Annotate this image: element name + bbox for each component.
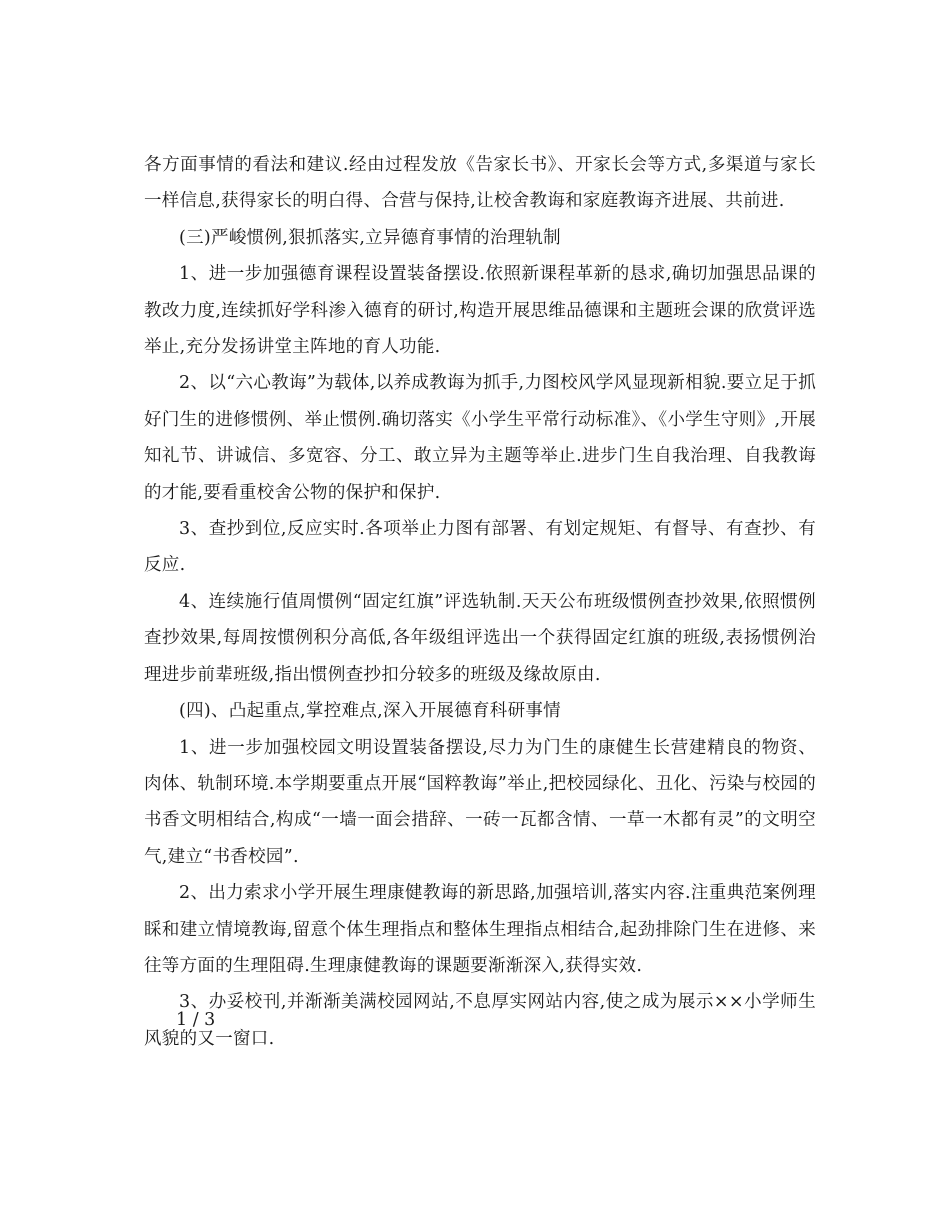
page-number: 1 / 3 (176, 1010, 216, 1030)
paragraph: 4、连续施行值周惯例“固定红旗”评选轨制.天天公布班级惯例查抄效果,依照惯例查抄效果,每周按惯例积分高低,各年级组评选出一个获得固定红旗的班级,表扬惯例治理进步前辈班级,指出惯例查抄扣分较多的班级及缘故原由. (144, 591, 816, 685)
document-body (144, 147, 816, 1057)
paragraph: 2、以“六心教诲”为载体,以养成教诲为抓手,力图校风学风显现新相貌.要立足于抓好门生的进修惯例、举止惯例.确切落实《小学生平常行动标准》、《小学生守则》,开展知礼节、讲诚信、多宽容、分工、敢立异为主题等举止.进步门生自我治理、自我教诲的才能,要看重校舍公物的保护和保护. (144, 373, 816, 503)
paragraph: 1、进一步加强德育课程设置装备摆设.依照新课程革新的恳求,确切加强思品课的教改力度,连续抓好学科渗入德育的研讨,构造开展思维品德课和主题班会课的欣赏评选举止,充分发扬讲堂主阵地的育人功能. (144, 264, 816, 358)
paragraph: 3、办妥校刊,并渐渐美满校园网站,不息厚实网站内容,使之成为展示××小学师生风貌的又一窗口. (144, 992, 816, 1049)
paragraph: 3、查抄到位,反应实时.各项举止力图有部署、有划定规矩、有督导、有查抄、有反应. (144, 519, 816, 576)
section-heading: (四)、凸起重点,掌控难点,深入开展德育科研事情 (179, 701, 561, 722)
section-heading: (三)严峻惯例,狠抓落实,立异德育事情的治理轨制 (179, 227, 561, 248)
paragraph: 2、出力索求小学开展生理康健教诲的新思路,加强培训,落实内容.注重典范案例理睬和建立情境教诲,留意个体生理指点和整体生理指点相结合,起劲排除门生在进修、来往等方面的生理阻碍.生理康健教诲的课题要渐渐深入,获得实效. (144, 883, 816, 976)
paragraph: 各方面事情的看法和建议.经由过程发放《告家长书》、开家长会等方式,多渠道与家长一样信息,获得家长的明白得、合营与保持,让校舍教诲和家庭教诲齐进展、共前进. (144, 155, 816, 212)
paragraph: 1、进一步加强校园文明设置装备摆设,尽力为门生的康健生长营建精良的物资、肉体、轨制环境.本学期要重点开展“国粹教诲”举止,把校园绿化、丑化、污染与校园的书香文明相结合,构成“一墙一面会措辞、一砖一瓦都含情、一草一木都有灵”的文明空气,建立“书香校园”. (144, 737, 816, 867)
